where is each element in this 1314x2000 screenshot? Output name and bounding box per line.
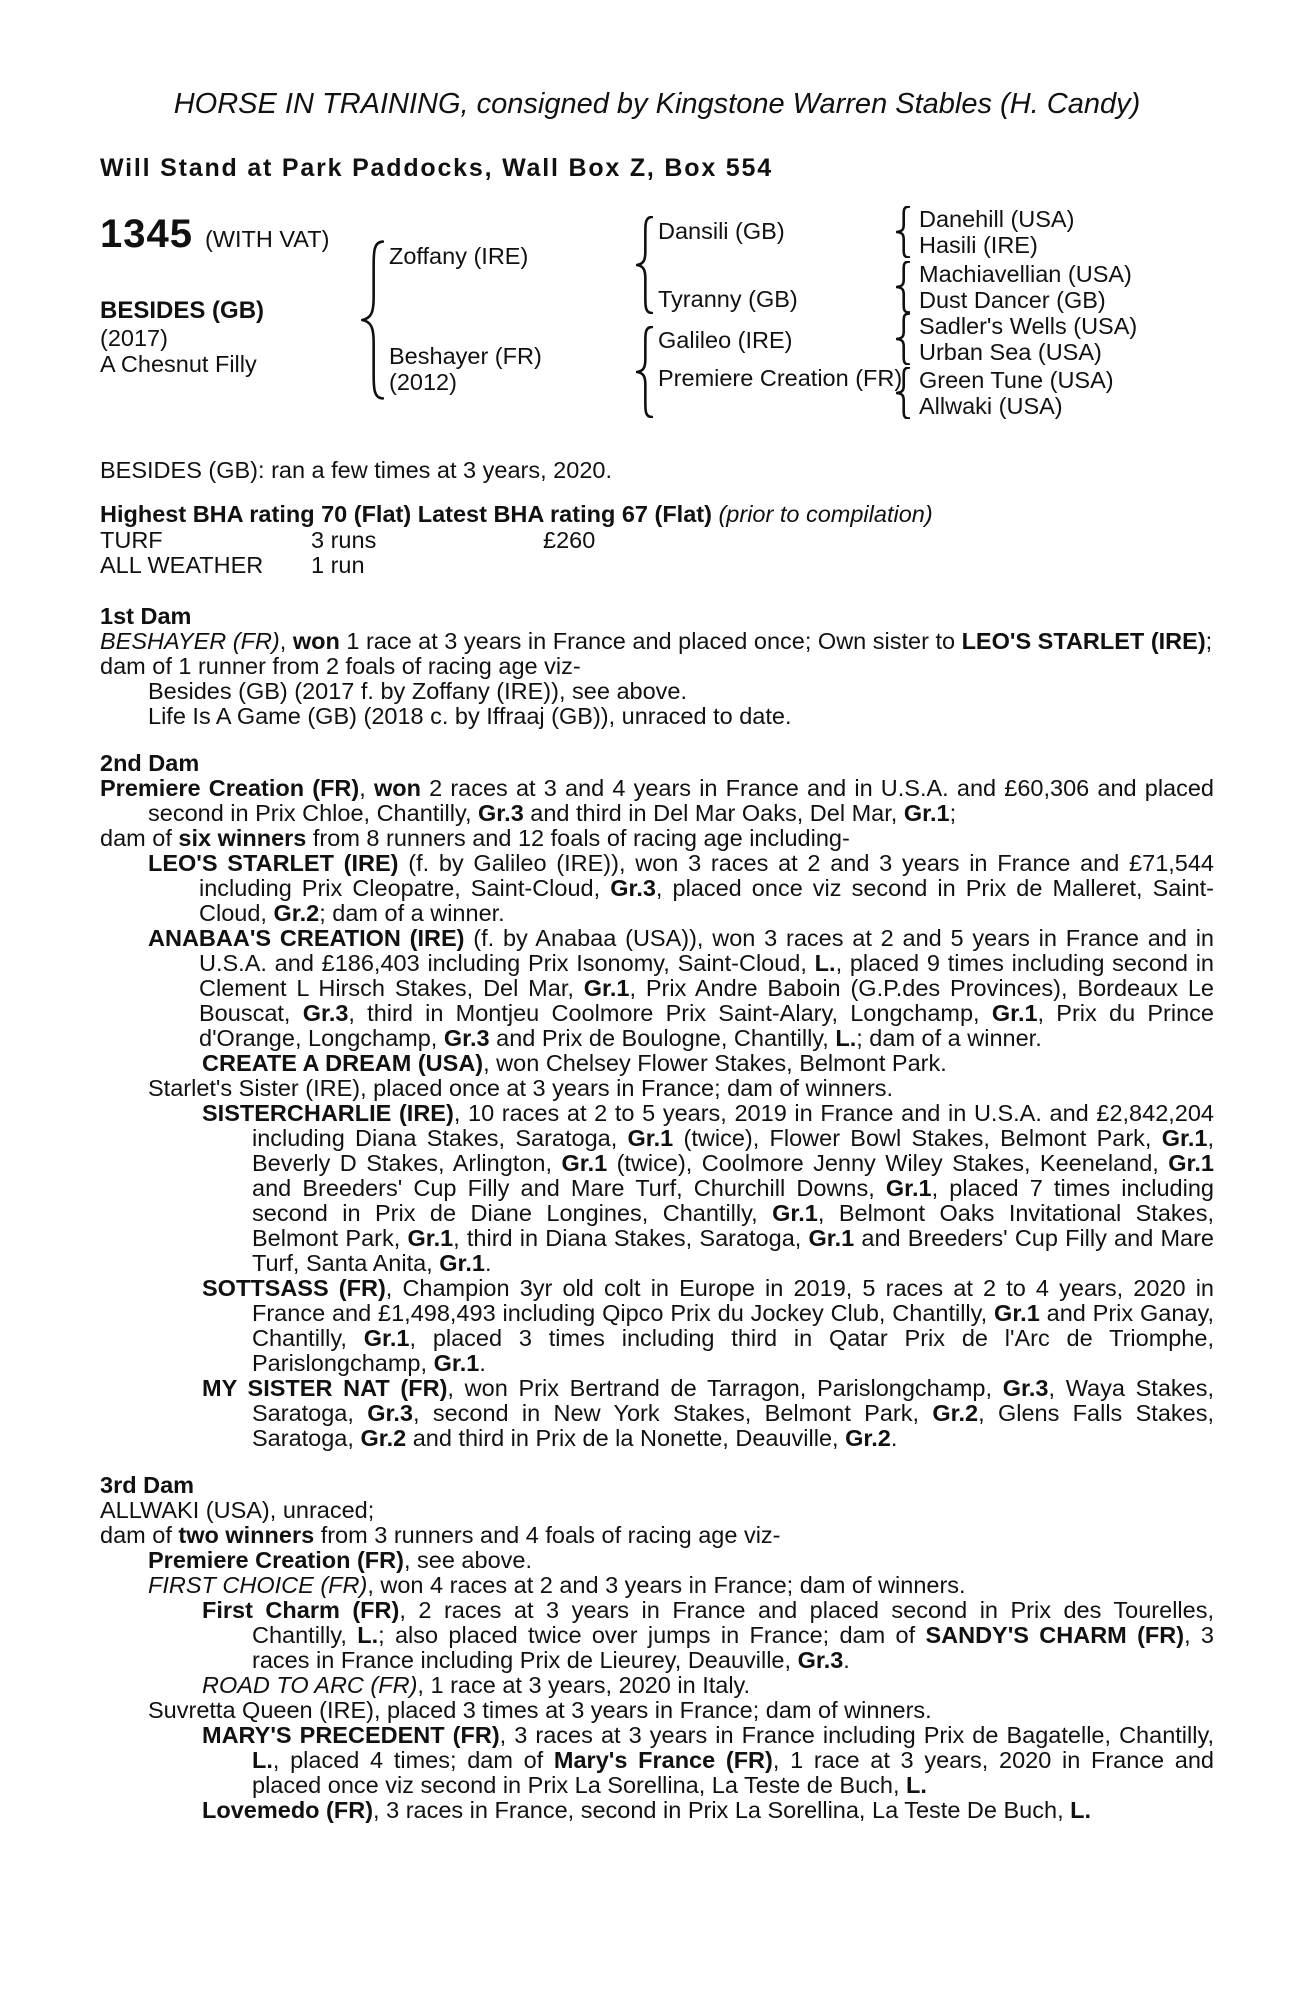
sire-sire-name: Dansili (GB)	[658, 218, 785, 244]
dam-block	[389, 343, 542, 395]
pedigree-entry: ALLWAKI (USA), unraced;	[100, 1497, 375, 1523]
pedigree-brace-icon	[361, 240, 384, 400]
pedigree-entry: SISTERCHARLIE (IRE), 10 races at 2 to 5 years, 2019 in France and in U.S.A. and £2,842,204 including Diana Stakes, Saratoga, Gr.1 (twice), Flower Bowl Stakes, Belmont Park, Gr.1, Beverly D Stakes, Arlington, Gr.1 (twice), Coolmore Jenny Wiley Stakes, Keeneland, Gr.1 and Breeders' Cup Filly and Mare Turf, Churchill Downs, Gr.1, placed 7 times including second in Prix de Diane Longines, Chantilly, Gr.1, Belmont Oaks Invitational Stakes, Belmont Park, Gr.1, third in Diana Stakes, Saratoga, Gr.1 and Breeders' Cup Filly and Mare Turf, Santa Anita, Gr.1.	[202, 1100, 1214, 1276]
pedigree-entry: ROAD TO ARC (FR), 1 race at 3 years, 2020 in Italy.	[202, 1672, 751, 1698]
great-grandparent-name: Dust Dancer (GB)	[919, 287, 1106, 313]
dam-heading: 3rd Dam	[100, 1472, 195, 1498]
stand-location: Will Stand at Park Paddocks, Wall Box Z, Box 554	[100, 154, 773, 182]
bha-rating-line	[100, 500, 1214, 528]
pedigree-entry: First Charm (FR), 2 races at 3 years in France and placed second in Prix des Tourelles, Chantilly, L.; also placed twice over jumps in France; dam of SANDY'S CHARM (FR), 3 races in France including Prix de Lieurey, Deauville, Gr.3.	[202, 1597, 1214, 1673]
dam-dam-name: Premiere Creation (FR)	[658, 365, 903, 391]
great-grandparent-name: Green Tune (USA)	[919, 367, 1114, 393]
pedigree-entry: ANABAA'S CREATION (IRE) (f. by Anabaa (USA)), won 3 races at 2 and 5 years in France and in U.S.A. and £186,403 including Prix Isonomy, Saint-Cloud, L., placed 9 times including second in Clement L Hirsch Stakes, Del Mar, Gr.1, Prix Andre Baboin (G.P.des Provinces), Bordeaux Le Bouscat, Gr.3, third in Montjeu Coolmore Prix Saint-Alary, Longchamp, Gr.1, Prix du Prince d'Orange, Longchamp, Gr.3 and Prix de Boulogne, Chantilly, L.; dam of a winner.	[148, 925, 1215, 1051]
pedigree-entry: Besides (GB) (2017 f. by Zoffany (IRE)), see above.	[148, 678, 687, 704]
great-grandparent-name: Machiavellian (USA)	[919, 261, 1132, 287]
pedigree-table	[100, 190, 1214, 445]
sire-dam-name: Tyranny (GB)	[658, 286, 798, 312]
bha-rating-values: Highest BHA rating 70 (Flat) Latest BHA rating 67 (Flat)	[100, 501, 712, 527]
race-record-note: BESIDES (GB): ran a few times at 3 years, 2020.	[100, 457, 612, 483]
stats-runs: 3 runs	[311, 527, 377, 553]
horse-name: BESIDES (GB)	[100, 297, 265, 324]
consignment-title: HORSE IN TRAINING, consigned by Kingstone Warren Stables (H. Candy)	[173, 88, 1141, 120]
pedigree-brace-icon	[896, 261, 910, 313]
pedigree-brace-icon	[896, 206, 910, 258]
pedigree-entry: Life Is A Game (GB) (2018 c. by Iffraaj (GB)), unraced to date.	[148, 703, 792, 729]
pedigree-entry: Lovemedo (FR), 3 races in France, second in Prix La Sorellina, La Teste De Buch, L.	[202, 1797, 1092, 1823]
dam-heading: 2nd Dam	[100, 750, 200, 776]
pedigree-entry: Suvretta Queen (IRE), placed 3 times at 3 years in France; dam of winners.	[148, 1697, 932, 1723]
pedigree-entry: dam of six winners from 8 runners and 12 foals of racing age including-	[100, 825, 850, 851]
race-stats-row	[100, 553, 1214, 578]
lot-line	[100, 214, 329, 254]
stats-surface: ALL WEATHER	[100, 552, 264, 578]
stats-earnings: £260	[543, 527, 596, 553]
sire-name: Zoffany (IRE)	[389, 243, 529, 269]
dam-heading: 1st Dam	[100, 603, 192, 629]
dam-name: Beshayer (FR)	[389, 343, 542, 369]
pedigree-entry: MY SISTER NAT (FR), won Prix Bertrand de Tarragon, Parislongchamp, Gr.3, Waya Stakes, Saratoga, Gr.3, second in New York Stakes, Belmont Park, Gr.2, Glens Falls Stakes, Saratoga, Gr.2 and third in Prix de la Nonette, Deauville, Gr.2.	[202, 1375, 1215, 1451]
dam-section	[100, 1473, 1214, 1823]
pedigree-entry: Premiere Creation (FR), see above.	[148, 1547, 532, 1573]
pedigree-entry: BESHAYER (FR), won 1 race at 3 years in France and placed once; Own sister to LEO'S STARLET (IRE);	[100, 628, 1213, 654]
race-stats	[100, 528, 1214, 578]
great-grandparent-name: Danehill (USA)	[919, 206, 1075, 232]
pedigree-entry: LEO'S STARLET (IRE) (f. by Galileo (IRE)), won 3 races at 2 and 3 years in France and £71,544 including Prix Cleopatre, Saint-Cloud, Gr.3, placed once viz second in Prix de Malleret, Saint-Cloud, Gr.2; dam of a winner.	[148, 850, 1215, 926]
great-grandparent-name: Sadler's Wells (USA)	[919, 313, 1138, 339]
pedigree-entry: SOTTSASS (FR), Champion 3yr old colt in Europe in 2019, 5 races at 2 to 4 years, 2020 in France and £1,498,493 including Qipco Prix du Jockey Club, Chantilly, Gr.1 and Prix Ganay, Chantilly, Gr.1, placed 3 times including third in Qatar Prix de l'Arc de Triomphe, Parislongchamp, Gr.1.	[202, 1275, 1215, 1376]
pedigree-entry: dam of two winners from 3 runners and 4 foals of racing age viz-	[100, 1522, 781, 1548]
bha-rating-qualifier: (prior to compilation)	[718, 501, 933, 527]
great-grandparent-name: Hasili (IRE)	[919, 232, 1038, 258]
pedigree-entry: dam of 1 runner from 2 foals of racing age viz-	[100, 653, 581, 679]
pedigree-brace-icon	[896, 313, 910, 365]
pedigree-brace-icon	[636, 216, 653, 314]
horse-description: A Chesnut Filly	[100, 351, 257, 377]
pedigree-entry: Premiere Creation (FR), won 2 races at 3 and 4 years in France and in U.S.A. and £60,306 and placed second in Prix Chloe, Chantilly, Gr.3 and third in Del Mar Oaks, Del Mar, Gr.1;	[100, 775, 1214, 826]
dam-sire-name: Galileo (IRE)	[658, 327, 793, 353]
lot-number: 1345	[100, 212, 193, 256]
dam-year: (2012)	[389, 369, 457, 395]
pedigree-entry: Starlet's Sister (IRE), placed once at 3 years in France; dam of winners.	[148, 1075, 894, 1101]
dam-section	[100, 751, 1214, 1451]
pedigree-entry: FIRST CHOICE (FR), won 4 races at 2 and 3 years in France; dam of winners.	[148, 1572, 966, 1598]
race-stats-row	[100, 528, 1214, 553]
pedigree-entry: CREATE A DREAM (USA), won Chelsey Flower Stakes, Belmont Park.	[202, 1050, 947, 1076]
pedigree-brace-icon	[896, 367, 910, 419]
dam-sections	[100, 604, 1214, 1823]
pedigree-brace-icon	[636, 326, 653, 418]
great-grandparent-name: Allwaki (USA)	[919, 393, 1063, 419]
stats-surface: TURF	[100, 527, 163, 553]
vat-note: (WITH VAT)	[204, 226, 330, 252]
foaling-year: (2017)	[100, 325, 168, 351]
great-grandparent-name: Urban Sea (USA)	[919, 339, 1102, 365]
stats-runs: 1 run	[311, 552, 365, 578]
pedigree-entry: MARY'S PRECEDENT (FR), 3 races at 3 years in France including Prix de Bagatelle, Chantilly, L., placed 4 times; dam of Mary's France (FR), 1 race at 3 years, 2020 in France and placed once viz second in Prix La Sorellina, La Teste de Buch, L.	[202, 1722, 1215, 1798]
dam-section	[100, 604, 1214, 729]
